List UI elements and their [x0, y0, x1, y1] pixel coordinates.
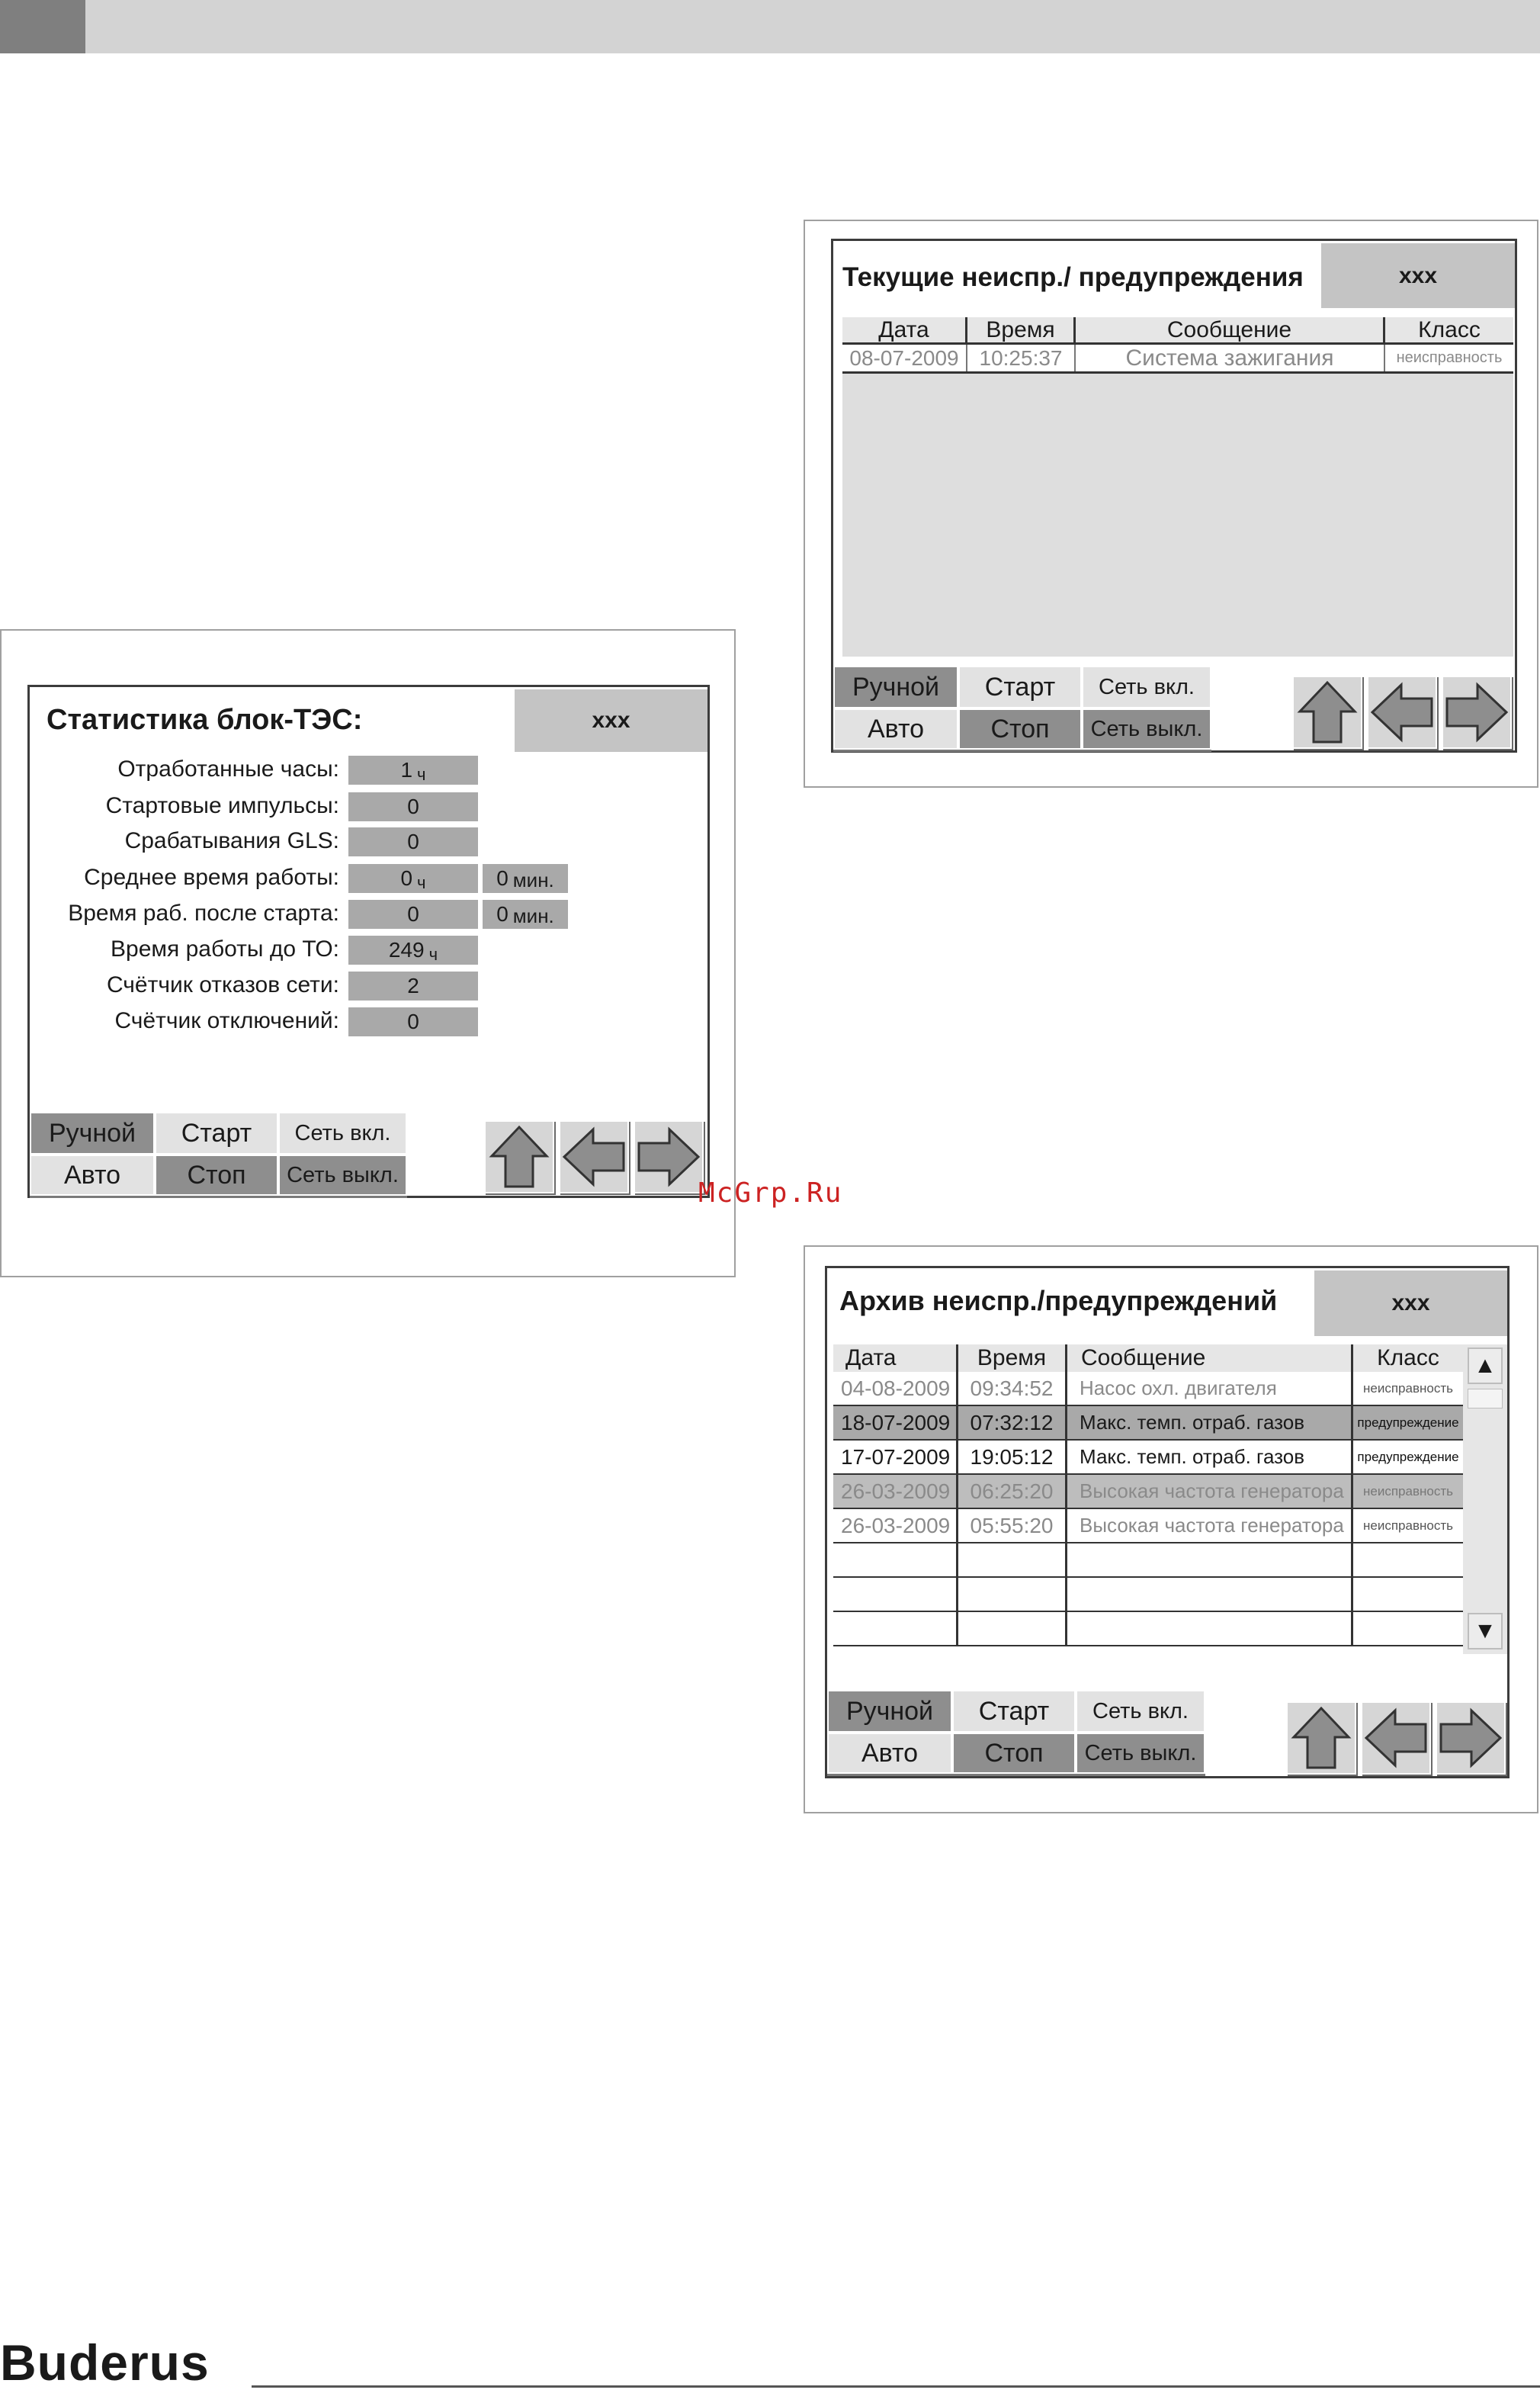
- archive-screen: [825, 1266, 1510, 1778]
- stat-value-number: 249: [388, 938, 425, 962]
- auto-button[interactable]: Авто: [30, 1155, 155, 1196]
- row-time: [958, 1612, 1067, 1645]
- col-time-header: Время: [967, 317, 1076, 342]
- net-off-button[interactable]: Сеть выкл.: [1082, 708, 1211, 750]
- row-class: неисправность: [1396, 349, 1503, 366]
- stat-value-unit: ч: [417, 873, 426, 892]
- stat-value-number: 1: [400, 758, 413, 782]
- row-time: 07:32:12: [958, 1406, 1067, 1439]
- stat-label: Счётчик отключений:: [114, 1008, 339, 1033]
- row-date: 18-07-2009: [833, 1406, 958, 1439]
- stat-label: Срабатывания GLS:: [124, 828, 339, 853]
- archive-scrollbar[interactable]: [1463, 1344, 1507, 1654]
- table-row[interactable]: [833, 1406, 1463, 1441]
- arrow-left-icon: [1369, 682, 1435, 743]
- row-message: Макс. темп. отраб. газов: [1067, 1441, 1353, 1473]
- row-message: Макс. темп. отраб. газов: [1067, 1406, 1353, 1439]
- stop-button[interactable]: Стоп: [952, 1733, 1076, 1774]
- scroll-up-button[interactable]: [1468, 1347, 1503, 1384]
- table-row[interactable]: [833, 1578, 1463, 1612]
- row-time: 05:55:20: [958, 1509, 1067, 1542]
- row-message: Высокая частота генератора: [1067, 1475, 1353, 1508]
- arrow-up-icon: [489, 1124, 550, 1190]
- stats-title: Статистика блок-ТЭС:: [47, 704, 363, 736]
- arrow-up-icon: [1297, 679, 1358, 745]
- net-off-button[interactable]: Сеть выкл.: [278, 1155, 407, 1196]
- stat-value: [348, 900, 478, 929]
- manual-button[interactable]: Ручной: [833, 666, 958, 708]
- col-message-header: Сообщение: [1076, 317, 1385, 342]
- stop-button[interactable]: Стоп: [958, 708, 1082, 750]
- row-class: неисправность: [1363, 1380, 1453, 1396]
- row-time: 09:34:52: [958, 1372, 1067, 1405]
- manual-button[interactable]: Ручной: [827, 1690, 952, 1733]
- auto-button[interactable]: Авто: [827, 1733, 952, 1774]
- stat-value-number: 2: [407, 974, 419, 997]
- control-buttons: [30, 1112, 407, 1198]
- start-button[interactable]: Старт: [958, 666, 1082, 708]
- table-row[interactable]: [833, 1612, 1463, 1646]
- stat-label: Стартовые импульсы:: [105, 793, 339, 818]
- net-on-button[interactable]: Сеть вкл.: [1082, 666, 1211, 708]
- row-time: 10:25:37: [967, 345, 1076, 371]
- stats-screen: [27, 685, 710, 1198]
- stats-status-box: xxx: [515, 689, 707, 752]
- stat-extra-unit: мин.: [512, 904, 554, 927]
- nav-left-button[interactable]: [1361, 1701, 1431, 1775]
- arrow-left-icon: [1363, 1707, 1429, 1768]
- col-date-header: Дата: [842, 317, 967, 342]
- arrow-right-icon: [1444, 682, 1510, 743]
- row-date: [833, 1578, 958, 1611]
- stat-value-number: 0: [407, 1010, 419, 1033]
- row-date: 26-03-2009: [833, 1509, 958, 1542]
- stat-value-unit: ч: [428, 945, 438, 964]
- archive-table: [833, 1344, 1463, 1654]
- current-table: [842, 317, 1513, 657]
- row-date: [833, 1612, 958, 1645]
- row-message: Система зажигания: [1076, 345, 1385, 371]
- page-header-tab: [0, 0, 85, 53]
- nav-left-button[interactable]: [559, 1120, 629, 1193]
- current-title: Текущие неиспр./ предупреждения: [842, 262, 1304, 292]
- stat-value: [348, 756, 478, 785]
- stat-extra-number: 0: [496, 902, 509, 926]
- current-status-box: xxx: [1321, 243, 1515, 308]
- arrow-right-icon: [636, 1126, 701, 1187]
- row-message: [1067, 1543, 1353, 1576]
- stat-value-number: 0: [407, 795, 419, 818]
- footer-rule: [252, 2385, 1540, 2388]
- table-row[interactable]: [833, 1372, 1463, 1406]
- arrow-left-icon: [561, 1126, 627, 1187]
- nav-up-button[interactable]: [1292, 676, 1362, 749]
- col-class-header: Класс: [1353, 1344, 1463, 1372]
- archive-status-box: xxx: [1314, 1270, 1507, 1336]
- row-message: Высокая частота генератора: [1067, 1509, 1353, 1542]
- row-time: [958, 1543, 1067, 1576]
- auto-button[interactable]: Авто: [833, 708, 958, 750]
- current-table-header: [842, 317, 1513, 345]
- stat-label: Среднее время работы:: [84, 865, 339, 890]
- manual-button[interactable]: Ручной: [30, 1112, 155, 1155]
- watermark: McGrp.Ru: [698, 1177, 843, 1209]
- triangle-up-icon: ▲: [1474, 1353, 1497, 1378]
- nav-right-button[interactable]: [1436, 1701, 1506, 1775]
- row-date: 26-03-2009: [833, 1475, 958, 1508]
- arrow-up-icon: [1291, 1705, 1352, 1771]
- scroll-down-button[interactable]: [1468, 1613, 1503, 1649]
- start-button[interactable]: Старт: [155, 1112, 278, 1155]
- row-date: 08-07-2009: [842, 345, 967, 371]
- stat-label: Время работы до ТО:: [111, 936, 339, 962]
- stat-label: Счётчик отказов сети:: [106, 972, 339, 997]
- nav-right-button[interactable]: [634, 1120, 704, 1193]
- stat-label: Отработанные часы:: [117, 756, 339, 782]
- row-time: 06:25:20: [958, 1475, 1067, 1508]
- stat-extra-value: [483, 900, 568, 929]
- stat-value: [348, 936, 478, 965]
- col-class-header: Класс: [1385, 317, 1513, 342]
- table-row[interactable]: [833, 1475, 1463, 1509]
- row-class: предупреждение: [1357, 1449, 1459, 1464]
- stat-value: [348, 864, 478, 893]
- scroll-thumb[interactable]: [1468, 1389, 1503, 1408]
- row-class: предупреждение: [1357, 1415, 1459, 1430]
- stat-value: [348, 972, 478, 1001]
- row-message: [1067, 1578, 1353, 1611]
- control-buttons: [833, 666, 1211, 752]
- row-class: неисправность: [1363, 1518, 1453, 1533]
- archive-table-header: [833, 1344, 1463, 1372]
- row-message: [1067, 1612, 1353, 1645]
- col-message-header: Сообщение: [1067, 1344, 1353, 1372]
- col-date-header: Дата: [833, 1344, 958, 1372]
- archive-title: Архив неиспр./предупреждений: [839, 1285, 1278, 1316]
- triangle-down-icon: ▼: [1474, 1618, 1497, 1643]
- stat-value: [348, 827, 478, 856]
- stop-button[interactable]: Стоп: [155, 1155, 278, 1196]
- stat-extra-number: 0: [496, 866, 509, 890]
- net-on-button[interactable]: Сеть вкл.: [278, 1112, 407, 1155]
- nav-up-button[interactable]: [484, 1120, 554, 1193]
- row-class: неисправность: [1363, 1483, 1453, 1498]
- row-class: [1353, 1578, 1463, 1611]
- stat-value-number: 0: [400, 866, 413, 890]
- stat-value-number: 0: [407, 830, 419, 853]
- row-class: [1353, 1612, 1463, 1645]
- row-class: [1353, 1543, 1463, 1576]
- net-on-button[interactable]: Сеть вкл.: [1076, 1690, 1205, 1733]
- stat-extra-unit: мин.: [512, 868, 554, 891]
- arrow-right-icon: [1438, 1707, 1503, 1768]
- stat-value-unit: ч: [417, 765, 426, 784]
- current-screen: [831, 239, 1517, 753]
- row-date: 04-08-2009: [833, 1372, 958, 1405]
- col-time-header: Время: [958, 1344, 1067, 1372]
- brand-logo: Buderus: [0, 2334, 210, 2391]
- net-off-button[interactable]: Сеть выкл.: [1076, 1733, 1205, 1774]
- row-date: [833, 1543, 958, 1576]
- nav-right-button[interactable]: [1442, 676, 1512, 749]
- table-row[interactable]: [842, 345, 1513, 374]
- nav-left-button[interactable]: [1367, 676, 1437, 749]
- stat-label: Время раб. после старта:: [68, 901, 339, 926]
- table-row[interactable]: [833, 1441, 1463, 1475]
- row-time: 19:05:12: [958, 1441, 1067, 1473]
- stat-value: [348, 792, 478, 821]
- stat-value-number: 0: [407, 902, 419, 926]
- control-buttons: [827, 1690, 1205, 1776]
- table-row[interactable]: [833, 1509, 1463, 1543]
- table-row[interactable]: [833, 1543, 1463, 1578]
- nav-up-button[interactable]: [1286, 1701, 1356, 1775]
- row-date: 17-07-2009: [833, 1441, 958, 1473]
- start-button[interactable]: Старт: [952, 1690, 1076, 1733]
- stat-extra-value: [483, 864, 568, 893]
- stat-value: [348, 1007, 478, 1036]
- row-message: Насос охл. двигателя: [1067, 1372, 1353, 1405]
- page-header-bar: [0, 0, 1540, 53]
- row-time: [958, 1578, 1067, 1611]
